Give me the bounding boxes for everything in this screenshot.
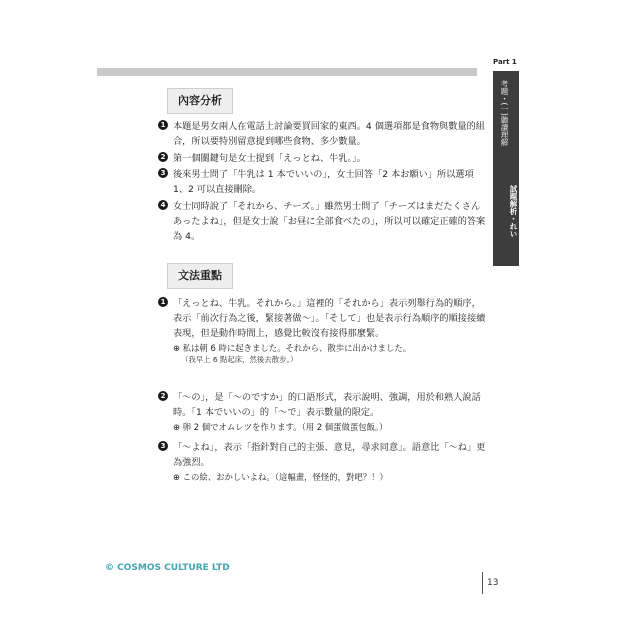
item-number: 4	[158, 200, 168, 210]
analysis-item	[160, 167, 488, 197]
page-number: 13	[482, 572, 517, 594]
item-number: 3	[158, 168, 168, 178]
item-text: 本題是男女兩人在電話上討論要買回家的東西。4 個選項都是食物與數量的組合，所以要特別留意提到哪些食物、多少數量。	[173, 121, 485, 147]
top-rule	[97, 68, 477, 76]
item-number: 2	[158, 152, 168, 162]
part-label: Part 1	[493, 58, 517, 66]
grammar-item	[160, 440, 488, 483]
example-translation: （我早上 6 點起床，然後去散步。）	[181, 355, 298, 364]
section-title-grammar-points: 文法重點	[167, 263, 233, 289]
side-tab-section: 試題解析・れい	[509, 185, 518, 238]
item-text: 後來男士問了「牛乳は 1 本でいいの」，女士回答「2 本お願い」所以選項 1、2 可以直接刪除。	[173, 169, 474, 195]
section-title-content-analysis: 內容分析	[167, 88, 233, 114]
grammar-item	[160, 390, 488, 433]
grammar-item	[160, 296, 488, 365]
item-text: 「～の」，是「～のですか」的口語形式，表示說明、強調，用於和熟人說話時。「1 本でいいの」的「～で」表示數量的限定。	[173, 392, 481, 418]
item-text: 「えっとね、牛乳。それから。」這裡的「それから」表示列舉行為的順序，表示「前次行為之後，緊接著做～」。「そして」也是表示行為順序的順接接續表現，但是動作時間上，感覺比較沒有接得那麼緊。	[173, 298, 486, 339]
item-text: 「～よね」，表示「指針對自己的主張、意見，尋求同意」。語意比「～ね」更為強烈。	[173, 442, 486, 468]
example-sentence: ⊕ 卵 2 個でオムレツを作ります。（用 2 個蛋做蛋包飯。）	[173, 422, 388, 432]
item-number: 1	[158, 297, 168, 307]
item-text: 第一個關鍵句是女士提到「えっとね、牛乳。」。	[173, 153, 366, 164]
example-sentence: ⊕ 私は朝 6 時に起きました。それから、散歩に出かけました。	[173, 343, 412, 353]
analysis-item	[160, 199, 488, 244]
side-tab-chapter: 考題・(一)聽讀理解	[500, 80, 509, 146]
item-number: 2	[158, 391, 168, 401]
item-text: 女士同時說了「それから、チーズ。」雖然男士問了「チーズはまだたくさんあったよね」，但是女士說「お昼に全部食べたの」，所以可以確定正確的答案為 4。	[173, 201, 486, 242]
item-number: 3	[158, 441, 168, 451]
copyright-notice: © COSMOS CULTURE LTD	[105, 563, 230, 573]
item-number: 1	[158, 120, 168, 130]
example-sentence: ⊕ この絵、おかしいよね。（這幅畫，怪怪的，對吧？！）	[173, 472, 388, 482]
analysis-item	[160, 119, 488, 149]
analysis-item	[160, 151, 488, 166]
